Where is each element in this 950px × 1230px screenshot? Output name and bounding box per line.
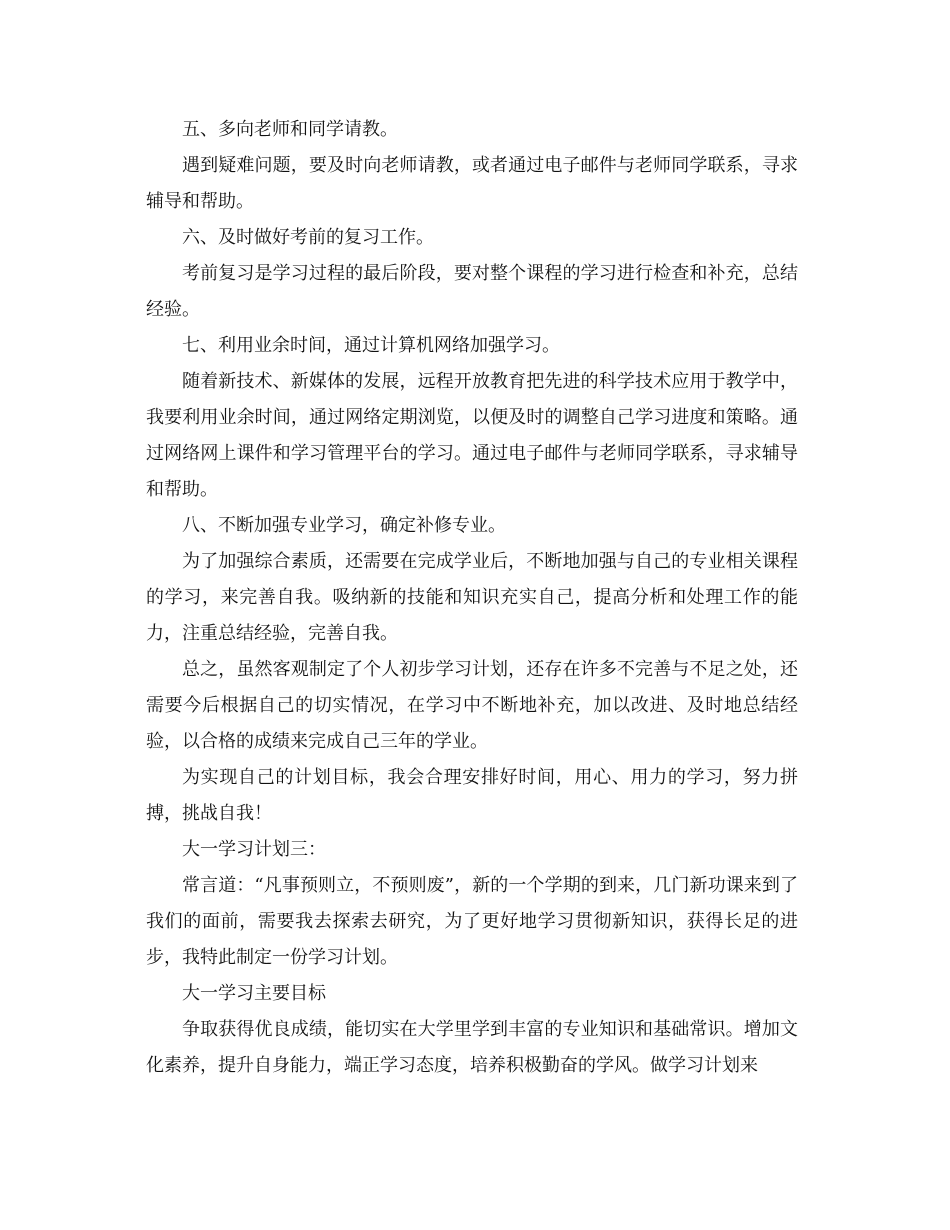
paragraph: 考前复习是学习过程的最后阶段，要对整个课程的学习进行检查和补充，总结经验。 <box>146 263 798 320</box>
paragraph: 遇到疑难问题，要及时向老师请教，或者通过电子邮件与老师同学联系，寻求辅导和帮助。 <box>146 155 798 212</box>
paragraph: 争取获得优良成绩，能切实在大学里学到丰富的专业知识和基础常识。增加文化素养，提升自身能力，端正学习态度，培养积极勤奋的学风。做学习计划来 <box>146 1019 798 1076</box>
heading-six: 六、及时做好考前的复习工作。 <box>182 227 434 248</box>
subheading-goal: 大一学习主要目标 <box>182 983 326 1004</box>
paragraph: 为了加强综合素质，还需要在完成学业后，不断地加强与自己的专业相关课程的学习，来完善自我。吸纳新的技能和知识充实自己，提高分析和处理工作的能力，注重总结经验，完善自我。 <box>146 551 798 644</box>
paragraph: 随着新技术、新媒体的发展，远程开放教育把先进的科学技术应用于教学中，我要利用业余时间，通过网络定期浏览，以便及时的调整自己学习进度和策略。通过网络网上课件和学习管理平台的学习。通过电子邮件与老师同学联系，寻求辅导和帮助。 <box>146 371 798 500</box>
heading-seven: 七、利用业余时间，通过计算机网络加强学习。 <box>182 335 560 356</box>
section-heading: 大一学习计划三： <box>182 839 326 860</box>
heading-five: 五、多向老师和同学请教。 <box>182 119 398 140</box>
paragraph: 总之，虽然客观制定了个人初步学习计划，还存在许多不完善与不足之处，还需要今后根据自己的切实情况，在学习中不断地补充，加以改进、及时地总结经验，以合格的成绩来完成自己三年的学业。 <box>146 659 798 752</box>
paragraph: 常言道：“凡事预则立，不预则废”，新的一个学期的到来，几门新功课来到了我们的面前，需要我去探索去研究，为了更好地学习贯彻新知识，获得长足的进步，我特此制定一份学习计划。 <box>146 875 798 968</box>
heading-eight: 八、不断加强专业学习，确定补修专业。 <box>182 515 506 536</box>
document-body <box>146 112 798 1084</box>
paragraph: 为实现自己的计划目标，我会合理安排好时间，用心、用力的学习，努力拼搏，挑战自我！ <box>146 767 798 824</box>
